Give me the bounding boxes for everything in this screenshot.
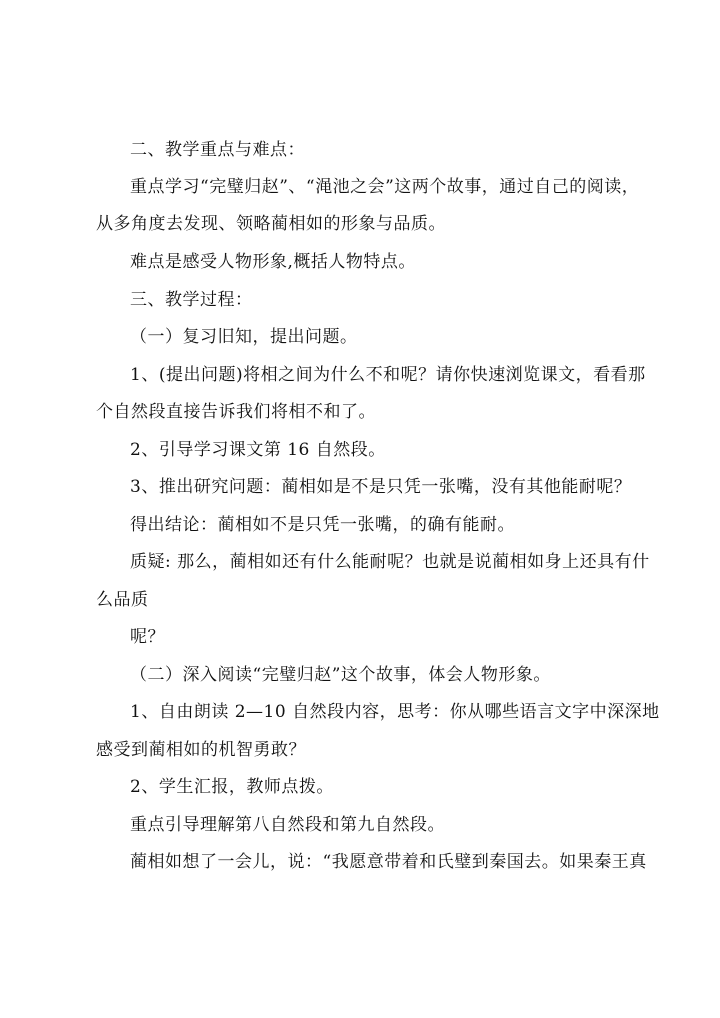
paragraph-step-2: 2、引导学习课文第 16 自然段。 [130, 440, 386, 460]
paragraph-question-line-3: 呢？ [130, 627, 165, 647]
section-heading-key-points: 二、教学重点与难点： [130, 140, 305, 160]
paragraph-step-1-line-2: 个自然段直接告诉我们将相不和了。 [96, 402, 376, 422]
paragraph-quote: 蔺相如想了一会儿，说：“我愿意带着和氏璧到秦国去。如果秦王真 [130, 852, 647, 872]
paragraph-difficult-points: 难点是感受人物形象,概括人物特点。 [130, 252, 416, 272]
paragraph-step-3: 3、推出研究问题：蔺相如是不是只凭一张嘴，没有其他能耐呢？ [130, 477, 632, 497]
paragraph-reading-step-1-line-2: 感受到蔺相如的机智勇敢？ [96, 740, 306, 760]
paragraph-reading-step-2: 2、学生汇报，教师点拨。 [130, 777, 334, 797]
paragraph-question-line-2: 么品质 [96, 590, 149, 610]
paragraph-focus-guidance: 重点引导理解第八自然段和第九自然段。 [130, 815, 445, 835]
paragraph-conclusion: 得出结论：蔺相如不是只凭一张嘴，的确有能耐。 [130, 515, 515, 535]
section-heading-teaching-process: 三、教学过程： [130, 290, 253, 310]
paragraph-step-1-line-1: 1、(提出问题)将相之间为什么不和呢？请你快速浏览课文，看看那 [130, 365, 646, 385]
paragraph-question-line-1: 质疑: 那么，蔺相如还有什么能耐呢？也就是说蔺相如身上还具有什 [130, 552, 650, 572]
paragraph-key-points-line-2: 从多角度去发现、领略蔺相如的形象与品质。 [96, 214, 446, 234]
subheading-deep-reading: （二）深入阅读“完璧归赵”这个故事，体会人物形象。 [130, 665, 551, 685]
subheading-review: （一）复习旧知，提出问题。 [130, 327, 358, 347]
paragraph-reading-step-1-line-1: 1、自由朗读 2—10 自然段内容，思考：你从哪些语言文字中深深地 [130, 702, 660, 722]
paragraph-key-points-line-1: 重点学习“完璧归赵”、“渑池之会”这两个故事，通过自己的阅读， [130, 177, 640, 197]
